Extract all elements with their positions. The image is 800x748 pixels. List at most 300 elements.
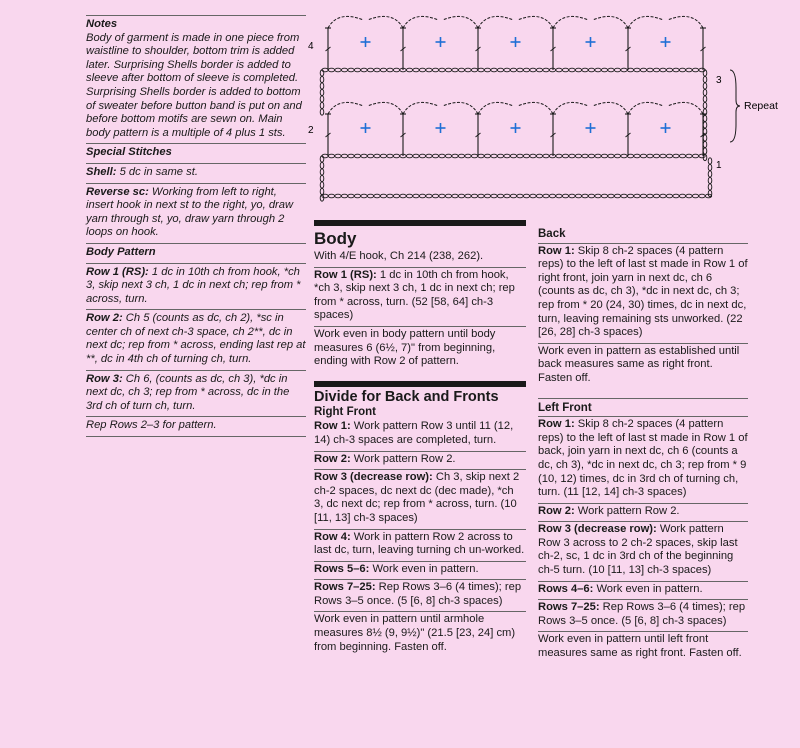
- chain-stitch: [703, 96, 707, 102]
- chain-stitch: [439, 154, 445, 158]
- body-pattern-title-section: [86, 244, 306, 264]
- chain-arc: [368, 102, 404, 114]
- chain-stitch: [530, 194, 536, 198]
- reverse-sc-text: Working from left to right, insert hook in next st to the right, yo, draw yarn through st, yo, draw yarn through 2 loops on hook.: [86, 185, 294, 239]
- chain-stitch: [320, 182, 324, 188]
- chain-stitch: [673, 68, 679, 72]
- right-front-rows-7-25: [314, 580, 526, 612]
- chain-stitch: [666, 194, 672, 198]
- chain-stitch: [556, 68, 562, 72]
- chain-stitch: [413, 194, 419, 198]
- chain-stitch: [354, 68, 360, 72]
- work-even-text: Work even in body pattern until body measures 6 (6½, 7)" from beginning, ending with Row 2 of pattern.: [314, 327, 496, 368]
- chain-stitch: [666, 154, 672, 158]
- chain-stitch: [660, 154, 666, 158]
- repeat-text: Rep Rows 2–3 for pattern.: [86, 419, 217, 432]
- chain-arc: [593, 102, 629, 114]
- chain-stitch: [673, 154, 679, 158]
- chain-stitch: [374, 68, 380, 72]
- chain-stitch: [653, 68, 659, 72]
- shell-label: Shell:: [86, 165, 117, 178]
- chain-stitch: [393, 68, 399, 72]
- row-text: Work even in pattern.: [369, 562, 479, 575]
- chain-stitch: [320, 76, 324, 82]
- right-front-row-3: [314, 470, 526, 529]
- chain-stitch: [614, 154, 620, 158]
- left-front-rows-7-25: [538, 600, 748, 632]
- chain-stitch: [380, 68, 386, 72]
- left-front-title: Left Front: [538, 399, 748, 418]
- right-front-row-4: [314, 530, 526, 562]
- left-front-row-2: [538, 504, 748, 523]
- row-label-3: 3: [716, 75, 722, 86]
- chain-stitch: [387, 194, 393, 198]
- body-pattern-repeat: [86, 417, 306, 437]
- chain-stitch: [686, 194, 692, 198]
- reverse-sc-label: Reverse sc:: [86, 185, 149, 198]
- chain-stitch: [523, 154, 529, 158]
- chain-stitch: [556, 194, 562, 198]
- chain-stitch: [588, 68, 594, 72]
- chain-stitch: [432, 154, 438, 158]
- chain-stitch: [686, 68, 692, 72]
- chain-stitch: [634, 154, 640, 158]
- end-text: Work even in pattern until armhole measures 8½ (9, 9½)" (21.5 [23, 24] cm) from beginning. Fasten off.: [314, 613, 516, 653]
- chain-stitch: [478, 194, 484, 198]
- chain-stitch: [703, 89, 707, 95]
- chain-stitch: [679, 68, 685, 72]
- chain-stitch: [692, 154, 698, 158]
- stitch-chart: [300, 8, 790, 208]
- right-front-end: [314, 612, 526, 657]
- chain-stitch: [452, 154, 458, 158]
- chain-stitch: [621, 154, 627, 158]
- back-title: Back: [538, 228, 748, 244]
- right-front-row-1: [314, 419, 526, 451]
- chain-arc: [518, 102, 554, 114]
- row-label: Row 2:: [314, 452, 351, 465]
- chain-stitch: [406, 68, 412, 72]
- chain-stitch: [491, 68, 497, 72]
- chain-stitch: [523, 68, 529, 72]
- body-row-1: [314, 268, 526, 327]
- row-label: Row 3:: [86, 372, 123, 385]
- body-pattern-title: Body Pattern: [86, 245, 156, 258]
- chain-arc: [478, 16, 514, 28]
- left-front-row-3: [538, 522, 748, 581]
- chain-stitch: [556, 154, 562, 158]
- chain-stitch: [413, 68, 419, 72]
- chain-stitch: [426, 154, 432, 158]
- chain-stitch: [387, 68, 393, 72]
- chain-stitch: [478, 68, 484, 72]
- chain-stitch: [708, 158, 712, 164]
- chain-stitch: [367, 68, 373, 72]
- row-text: 1 dc in 10th ch from hook, *ch 3, skip next 3 ch, 1 dc in next ch; rep from * across, turn. (52 [58, 64] ch-3 spaces): [314, 268, 515, 322]
- chain-stitch: [588, 154, 594, 158]
- chain-stitch: [530, 154, 536, 158]
- chain-stitch: [510, 154, 516, 158]
- body-intro-text: With 4/E hook, Ch 214 (238, 262).: [314, 250, 484, 262]
- chain-stitch: [348, 68, 354, 72]
- chain-stitch: [608, 68, 614, 72]
- chain-stitch: [361, 154, 367, 158]
- end-text: Work even in pattern as established until back measures same as right front. Fasten off.: [538, 344, 740, 384]
- chain-stitch: [510, 68, 516, 72]
- chain-stitch: [536, 154, 542, 158]
- chain-stitch: [328, 194, 334, 198]
- chain-stitch: [679, 154, 685, 158]
- row-label-1: 1: [716, 160, 722, 171]
- row-label-4: 4: [308, 41, 314, 52]
- chain-stitch: [504, 194, 510, 198]
- row-label: Rows 4–6:: [538, 582, 594, 595]
- chain-stitch: [640, 154, 646, 158]
- chain-stitch: [703, 141, 707, 147]
- chain-stitch: [413, 154, 419, 158]
- chain-stitch: [608, 194, 614, 198]
- row-label: Rows 5–6:: [314, 562, 370, 575]
- chain-stitch: [536, 194, 542, 198]
- row-label: Row 1:: [538, 418, 575, 431]
- chain-stitch: [575, 194, 581, 198]
- chain-arc: [328, 16, 364, 28]
- chain-stitch: [491, 194, 497, 198]
- chain-stitch: [647, 154, 653, 158]
- row-label: Row 1 (RS):: [86, 265, 149, 278]
- chain-stitch: [708, 164, 712, 170]
- chain-stitch: [320, 162, 324, 168]
- chain-stitch: [320, 102, 324, 108]
- chain-stitch: [458, 68, 464, 72]
- chain-stitch: [601, 194, 607, 198]
- chain-stitch: [471, 68, 477, 72]
- row-label: Row 2:: [86, 312, 123, 325]
- row-text: Work pattern Row 2.: [574, 504, 680, 517]
- chain-stitch: [708, 184, 712, 190]
- chain-stitch: [679, 194, 685, 198]
- chain-stitch: [367, 194, 373, 198]
- chain-stitch: [335, 68, 341, 72]
- chain-stitch: [708, 177, 712, 183]
- chain-stitch: [569, 154, 575, 158]
- chain-stitch: [328, 68, 334, 72]
- chain-stitch: [471, 154, 477, 158]
- chain-stitch: [367, 154, 373, 158]
- chain-stitch: [380, 154, 386, 158]
- body-work-even: [314, 327, 526, 372]
- chain-stitch: [491, 154, 497, 158]
- chain-stitch: [621, 68, 627, 72]
- left-front-row-1: [538, 417, 748, 504]
- chain-arc: [518, 16, 554, 28]
- chain-stitch: [341, 68, 347, 72]
- chain-stitch: [569, 68, 575, 72]
- body-pattern-row-3: [86, 371, 306, 418]
- chain-stitch: [562, 194, 568, 198]
- chain-stitch: [517, 194, 523, 198]
- row-text: Rep Rows 3–6 (4 times); rep Rows 3–5 once. (5 [6, 8] ch-3 spaces): [314, 581, 522, 607]
- chain-stitch: [653, 154, 659, 158]
- chain-stitch: [634, 68, 640, 72]
- chain-stitch: [536, 68, 542, 72]
- chain-stitch: [640, 194, 646, 198]
- body-intro: [314, 249, 526, 268]
- chain-stitch: [320, 109, 324, 115]
- chain-stitch: [361, 194, 367, 198]
- chain-stitch: [595, 194, 601, 198]
- repeat-label: Repeat: [744, 100, 778, 112]
- special-stitches-title: Special Stitches: [86, 146, 172, 159]
- chain-stitch: [354, 194, 360, 198]
- chain-stitch: [432, 194, 438, 198]
- chain-stitch: [406, 194, 412, 198]
- chain-stitch: [504, 154, 510, 158]
- chain-stitch: [703, 135, 707, 141]
- chain-stitch: [517, 68, 523, 72]
- row-text: Rep Rows 3–6 (4 times); rep Rows 3–5 once. (5 [6, 8] ch-3 spaces): [538, 601, 746, 627]
- row-text: Ch 3, skip next 2 ch-2 spaces, dc next dc (dec made), *ch 3, dc next dc; rep from * across, turn. (10 [11, 13] ch-3 spaces): [314, 471, 520, 524]
- chain-stitch: [497, 154, 503, 158]
- chain-stitch: [328, 154, 334, 158]
- chain-stitch: [692, 194, 698, 198]
- chain-arc: [328, 102, 364, 114]
- chain-stitch: [660, 68, 666, 72]
- chain-stitch: [595, 154, 601, 158]
- chain-stitch: [666, 68, 672, 72]
- body-title: Body: [314, 229, 357, 248]
- chain-stitch: [426, 194, 432, 198]
- chain-stitch: [320, 96, 324, 102]
- row-text: Work in pattern Row 2 across to last dc, turn, leaving turning ch un-worked.: [314, 530, 525, 557]
- chain-stitch: [543, 68, 549, 72]
- row-text: Work pattern Row 3 across to 2 ch-2 spaces, skip last ch-2, sc, 1 dc in 3rd ch of the beginning ch-5 turn. (10 [11, 13] ch-3 spaces): [538, 523, 738, 577]
- chain-stitch: [647, 194, 653, 198]
- chain-stitch: [393, 154, 399, 158]
- chain-stitch: [380, 194, 386, 198]
- chain-stitch: [458, 194, 464, 198]
- chain-arc: [478, 102, 514, 114]
- row-label-2: 2: [308, 125, 314, 136]
- chain-stitch: [647, 68, 653, 72]
- chain-stitch: [517, 154, 523, 158]
- chain-stitch: [320, 188, 324, 194]
- shell-stitch: [86, 164, 306, 184]
- chain-arc: [628, 16, 664, 28]
- chain-stitch: [530, 68, 536, 72]
- chain-stitch: [458, 154, 464, 158]
- divide-title: Divide for Back and Fronts: [314, 388, 499, 405]
- shell-text: 5 dc in same st.: [116, 165, 198, 178]
- chain-stitch: [653, 194, 659, 198]
- chain-stitch: [320, 169, 324, 175]
- right-column: [538, 228, 748, 664]
- chain-stitch: [320, 89, 324, 95]
- chain-arc: [668, 102, 704, 114]
- chain-stitch: [335, 154, 341, 158]
- notes-title: Notes: [86, 18, 118, 30]
- chain-stitch: [348, 194, 354, 198]
- chain-stitch: [478, 154, 484, 158]
- row-label: Row 3 (decrease row):: [538, 523, 657, 536]
- back-row-1: [538, 244, 748, 344]
- chain-stitch: [465, 68, 471, 72]
- back-end: [538, 344, 748, 389]
- chain-stitch: [400, 194, 406, 198]
- row-text: Skip 8 ch-2 spaces (4 pattern reps) to the left of last st made in Row 1 of right front, join yarn in next dc, ch 6 (counts as dc, ch 3), *dc in next dc, ch 3; rep from * 20 (24, 30) times, dc in next dc, turn, leaving remaining sts unworked. (22 [26, 28] ch-3 spaces): [538, 244, 748, 339]
- chain-stitch: [452, 194, 458, 198]
- chain-stitch: [627, 194, 633, 198]
- chain-stitch: [484, 68, 490, 72]
- chain-stitch: [465, 154, 471, 158]
- body-pattern-row-2: [86, 310, 306, 370]
- row-text: Work pattern Row 2.: [350, 452, 456, 465]
- notes-section: [86, 15, 306, 144]
- chain-stitch: [703, 102, 707, 108]
- chain-arc: [368, 16, 404, 28]
- row-text: Work pattern Row 3 until 11 (12, 14) ch-3 spaces are completed, turn.: [314, 420, 514, 446]
- chain-stitch: [549, 194, 555, 198]
- row-text: Ch 6, (counts as dc, ch 3), *dc in next dc, ch 3; rep from * across, dc in the 3rd ch of turn ch, turn.: [86, 372, 290, 412]
- chain-stitch: [374, 194, 380, 198]
- chain-stitch: [543, 154, 549, 158]
- chain-stitch: [445, 68, 451, 72]
- chain-stitch: [543, 194, 549, 198]
- chain-stitch: [523, 194, 529, 198]
- chain-stitch: [575, 154, 581, 158]
- chain-stitch: [361, 68, 367, 72]
- right-front-row-2: [314, 452, 526, 471]
- chain-stitch: [510, 194, 516, 198]
- body-pattern-row-1: [86, 264, 306, 311]
- chain-stitch: [320, 175, 324, 181]
- chain-arc: [553, 16, 589, 28]
- chain-stitch: [569, 194, 575, 198]
- notes-body: Body of garment is made in one piece from waistline to shoulder, bottom trim is added later. Surprising Shells border is added to sleeve after bottom of sleeve is completed. Surprising Shells border is added to bottom of sweater before button band is put on and before bottom motifs are sewn on. Main body pattern is a multiple of 4 plus 1 sts.: [86, 31, 302, 139]
- chain-stitch: [471, 194, 477, 198]
- chain-stitch: [703, 115, 707, 121]
- row-label: Row 3 (decrease row):: [314, 471, 433, 484]
- chain-stitch: [601, 68, 607, 72]
- chain-stitch: [393, 194, 399, 198]
- chain-stitch: [582, 154, 588, 158]
- repeat-bracket: [730, 70, 740, 142]
- chain-stitch: [703, 83, 707, 89]
- chain-stitch: [497, 194, 503, 198]
- row-text: 1 dc in 10th ch from hook, *ch 3, skip next 3 ch, 1 dc in next ch; rep from * across, turn.: [86, 265, 301, 305]
- chain-stitch: [465, 194, 471, 198]
- chain-stitch: [703, 122, 707, 128]
- chain-arc: [443, 102, 479, 114]
- chain-stitch: [497, 68, 503, 72]
- chain-stitch: [406, 154, 412, 158]
- left-column: [86, 15, 306, 437]
- row-label: Row 1:: [538, 244, 575, 257]
- right-front-rows-5-6: [314, 562, 526, 581]
- end-text: Work even in pattern until left front measures same as right front. Fasten off.: [538, 633, 742, 660]
- chain-stitch: [452, 68, 458, 72]
- chain-stitch: [595, 68, 601, 72]
- chain-stitch: [582, 194, 588, 198]
- stitch-chart-symbols: [320, 16, 712, 201]
- special-stitches-title-section: [86, 144, 306, 164]
- chain-stitch: [484, 194, 490, 198]
- chain-stitch: [426, 68, 432, 72]
- row-label: Row 4:: [314, 530, 351, 543]
- left-front-end: [538, 632, 748, 663]
- chain-arc: [668, 16, 704, 28]
- right-front-title: Right Front: [314, 405, 376, 418]
- chain-stitch: [387, 154, 393, 158]
- chain-arc: [553, 102, 589, 114]
- chain-stitch: [445, 194, 451, 198]
- chain-stitch: [708, 190, 712, 196]
- row-text: Skip 8 ch-2 spaces (4 pattern reps) to the left of last st made in Row 1 of back, join yarn in next dc, ch 6 (counts a dc, ch 3), *dc in next dc, ch 3; rep from * 9 (10, 12) times, dc in 3rd ch of turning ch, turn. (11 [12, 14] ch-3 spaces): [538, 418, 748, 499]
- chain-stitch: [692, 68, 698, 72]
- chain-arc: [403, 16, 439, 28]
- chain-stitch: [562, 154, 568, 158]
- chain-stitch: [634, 194, 640, 198]
- chain-stitch: [614, 68, 620, 72]
- chain-stitch: [348, 154, 354, 158]
- chain-stitch: [335, 194, 341, 198]
- chain-stitch: [621, 194, 627, 198]
- chain-stitch: [439, 68, 445, 72]
- chain-stitch: [439, 194, 445, 198]
- chain-stitch: [341, 194, 347, 198]
- chain-arc: [443, 16, 479, 28]
- chain-stitch: [708, 171, 712, 177]
- left-front-rows-4-6: [538, 582, 748, 601]
- middle-column: [314, 220, 526, 657]
- row-label: Row 1:: [314, 420, 351, 433]
- chain-arc: [593, 16, 629, 28]
- chain-stitch: [686, 154, 692, 158]
- chain-stitch: [354, 154, 360, 158]
- chain-arc: [403, 102, 439, 114]
- chain-stitch: [484, 154, 490, 158]
- row-text: Ch 5 (counts as dc, ch 2), *sc in center ch of next ch-3 space, ch 2**, dc in next dc; rep from * across, ending last rep at **, dc in 4th ch of turning ch, turn.: [86, 312, 306, 366]
- row-label: Rows 7–25:: [314, 581, 376, 594]
- chain-stitch: [601, 154, 607, 158]
- reverse-sc-stitch: [86, 184, 306, 244]
- chain-stitch: [703, 148, 707, 154]
- row-text: Work even in pattern.: [593, 582, 703, 595]
- chain-stitch: [320, 83, 324, 89]
- chain-stitch: [419, 194, 425, 198]
- chain-stitch: [419, 154, 425, 158]
- chain-stitch: [374, 154, 380, 158]
- chain-arc: [628, 102, 664, 114]
- chain-stitch: [699, 194, 705, 198]
- row-label: Row 2:: [538, 504, 575, 517]
- chain-stitch: [608, 154, 614, 158]
- chain-stitch: [575, 68, 581, 72]
- chain-stitch: [562, 68, 568, 72]
- chain-stitch: [703, 76, 707, 82]
- row-label: Row 1 (RS):: [314, 268, 377, 281]
- chain-stitch: [614, 194, 620, 198]
- chain-stitch: [673, 194, 679, 198]
- chain-stitch: [660, 194, 666, 198]
- chain-stitch: [504, 68, 510, 72]
- chain-stitch: [588, 194, 594, 198]
- row-label: Rows 7–25:: [538, 601, 600, 614]
- chain-stitch: [640, 68, 646, 72]
- chain-stitch: [582, 68, 588, 72]
- chain-stitch: [432, 68, 438, 72]
- chain-stitch: [341, 154, 347, 158]
